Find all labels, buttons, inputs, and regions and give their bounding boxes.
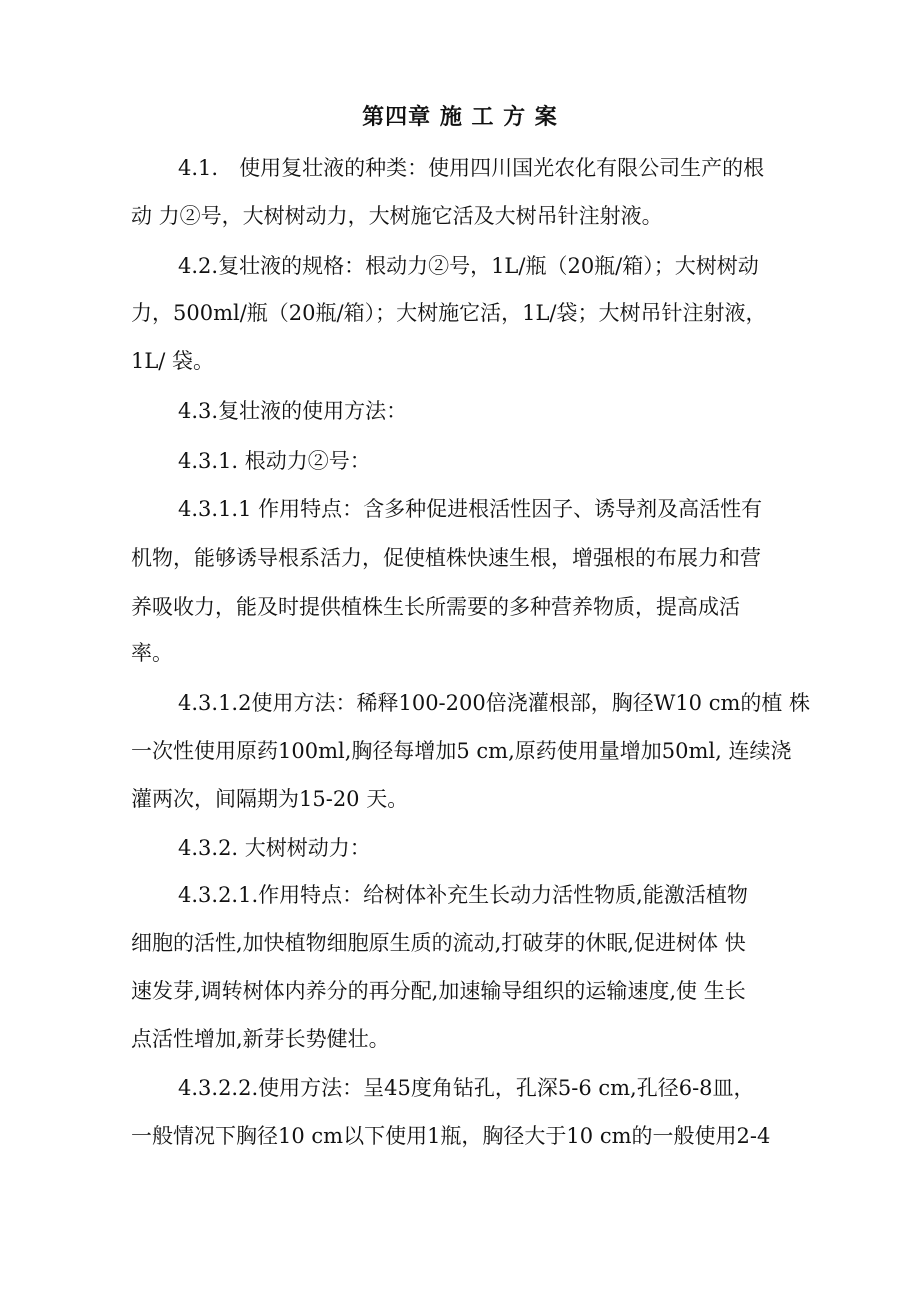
paragraph-line: 4.3.1.2使用方法：稀释100-200倍浇灌根部，胸径W10 cm的植 株	[178, 691, 811, 715]
paragraph-line: 速发芽,调转树体内养分的再分配,加速输导组织的运输速度,使 生长	[131, 979, 746, 1003]
paragraph-line: 4.3.2.2.使用方法：呈45度角钻孔，孔深5-6 cm,孔径6-8皿，	[178, 1076, 755, 1100]
paragraph-line: 4.3.2. 大树树动力：	[178, 836, 371, 860]
paragraph-line: 机物，能够诱导根系活力，促使植株快速生根，增强根的布展力和营	[131, 546, 761, 570]
paragraph-line: 4.1. 使用复壮液的种类：使用四川国光农化有限公司生产的根	[178, 156, 765, 180]
paragraph-line: 4.3.1. 根动力②号：	[178, 449, 371, 473]
paragraph-line: 一次性使用原药100ml,胸径每增加5 cm,原药使用量增加50ml, 连续浇	[131, 739, 792, 763]
chapter-title: 第四章 施 工 方 案	[362, 104, 558, 130]
paragraph-line: 4.3.复壮液的使用方法：	[178, 399, 408, 423]
paragraph-line: 点活性增加,新芽长势健壮。	[131, 1027, 390, 1051]
paragraph-line: 4.3.1.1 作用特点：含多种促进根活性因子、诱导剂及高活性有	[178, 497, 763, 521]
paragraph-line: 力，500ml/瓶（20瓶/箱）；大树施它活，1L/袋；大树吊针注射液，	[131, 301, 767, 325]
paragraph-line: 灌两次，间隔期为15-20 天。	[131, 787, 409, 811]
paragraph-line: 养吸收力，能及时提供植株生长所需要的多种营养物质，提高成活	[131, 595, 740, 619]
paragraph-line: 1L/ 袋。	[131, 349, 215, 373]
paragraph-line: 4.2.复壮液的规格：根动力②号，1L/瓶（20瓶/箱）；大树树动	[178, 254, 759, 278]
paragraph-line: 4.3.2.1.作用特点：给树体补充生长动力活性物质,能激活植物	[178, 883, 748, 907]
paragraph-line: 率。	[131, 641, 173, 665]
paragraph-line: 动 力②号，大树树动力，大树施它活及大树吊针注射液。	[131, 204, 663, 228]
paragraph-line: 细胞的活性,加快植物细胞原生质的流动,打破芽的休眠,促进树体 快	[131, 931, 746, 955]
paragraph-line: 一般情况下胸径10 cm以下使用1瓶，胸径大于10 cm的一般使用2-4	[131, 1124, 771, 1148]
